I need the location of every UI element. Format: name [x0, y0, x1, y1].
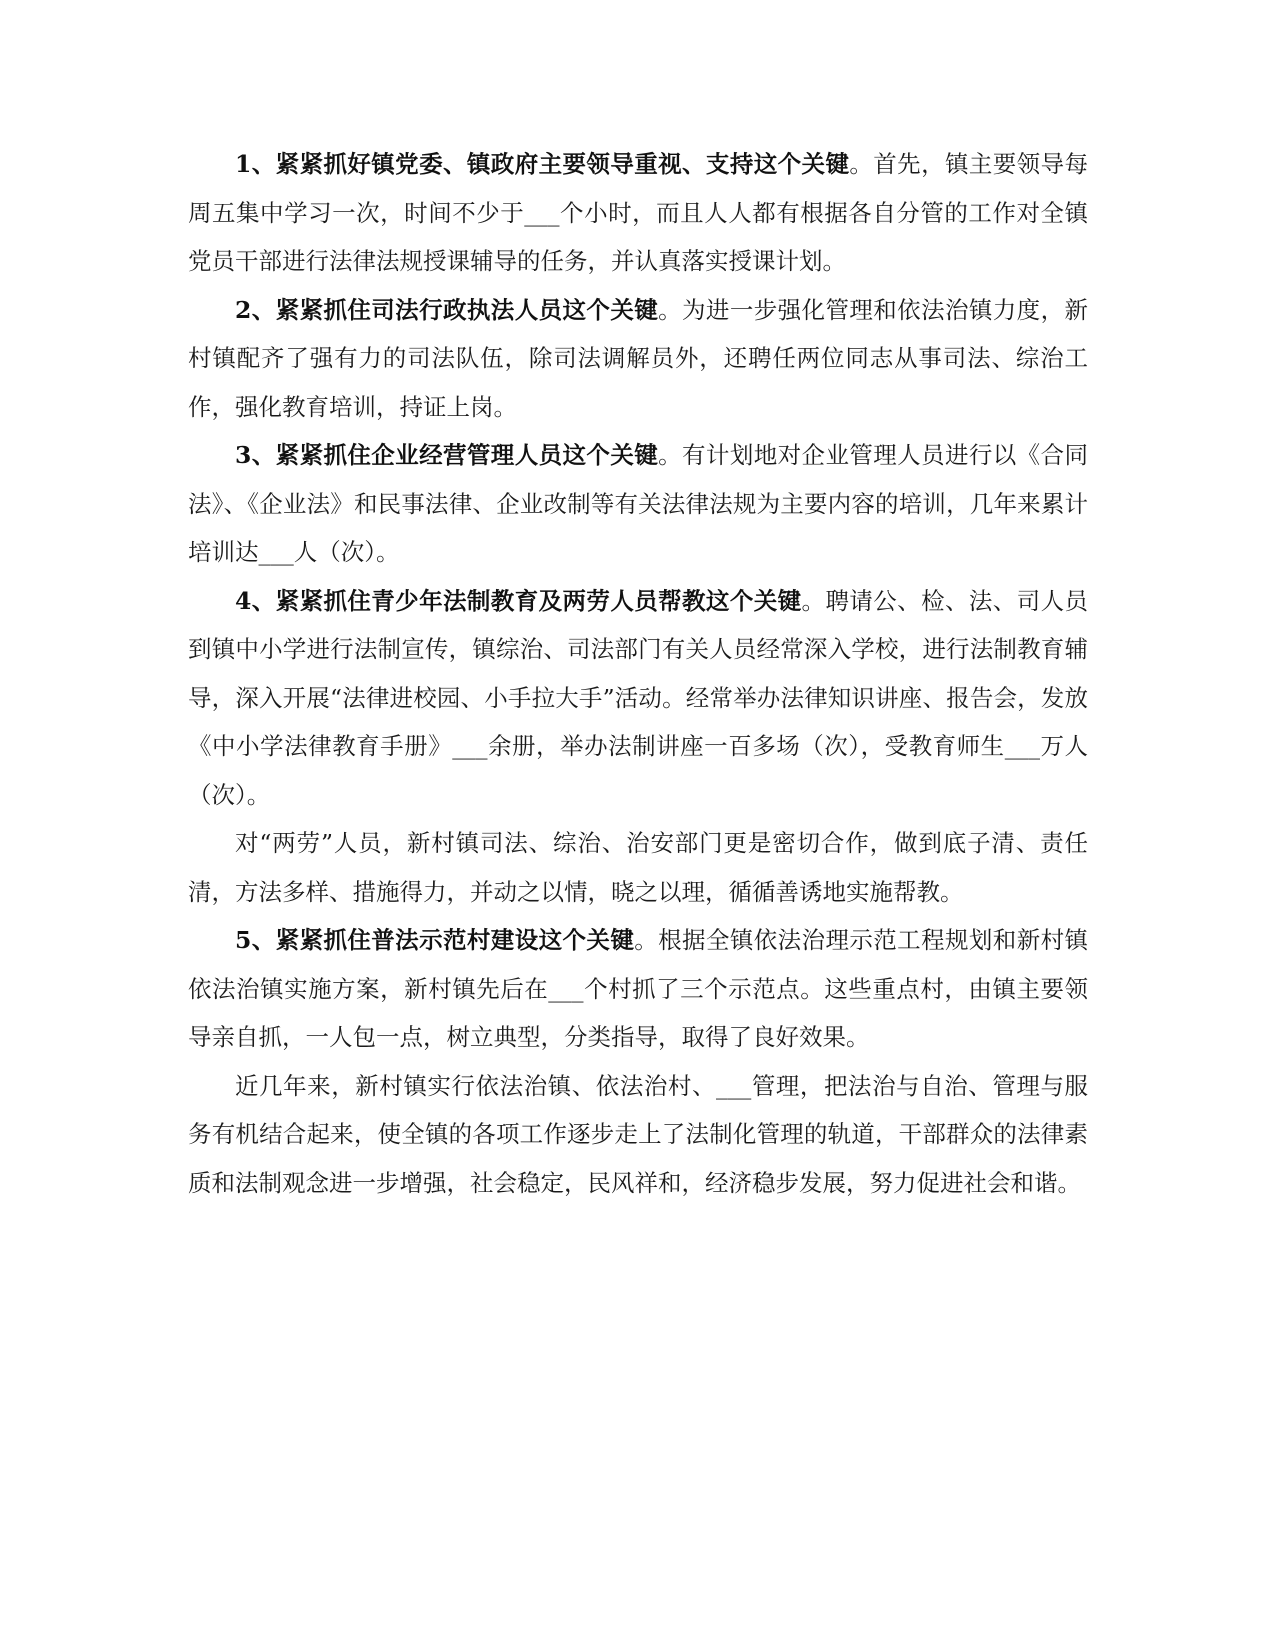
- paragraph-6-text: 。根据全镇依法治理示范工程规划和新村镇依法治镇实施方案，新村镇先后在___个村抓了三个示范点。这些重点村，由镇主要领导亲自抓，一人包一点，树立典型，分类指导，取得了良好效果。: [188, 926, 1089, 1051]
- paragraph-7-text: 近几年来，新村镇实行依法治镇、依法治村、___管理，把法治与自治、管理与服务有机结合起来，使全镇的各项工作逐步走上了法制化管理的轨道，干部群众的法律素质和法制观念进一步增强，社会稳定，民风祥和，经济稳步发展，努力促进社会和谐。: [188, 1071, 1088, 1197]
- paragraph-2-text: 。为进一步强化管理和依法治镇力度，新村镇配齐了强有力的司法队伍，除司法调解员外，还聘任两位同志从事司法、综治工作，强化教育培训，持证上岗。: [188, 295, 1088, 421]
- paragraph-5-text: 对“两劳”人员，新村镇司法、综治、治安部门更是密切合作，做到底子清、责任清，方法多样、措施得力，并动之以情，晓之以理，循循善诱地实施帮教。: [188, 829, 1088, 906]
- paragraph-4-lead: 4、紧紧抓住青少年法制教育及两劳人员帮教这个关键: [235, 586, 802, 615]
- paragraph-1-lead: 1、紧紧抓好镇党委、镇政府主要领导重视、支持这个关键: [235, 150, 850, 178]
- paragraph-1: [188, 140, 1088, 286]
- paragraph-2: [188, 286, 1088, 432]
- paragraph-7: [188, 1062, 1088, 1208]
- paragraph-2-lead: 2、紧紧抓住司法行政执法人员这个关键: [235, 295, 659, 324]
- paragraph-3-lead: 3、紧紧抓住企业经营管理人员这个关键: [235, 441, 659, 469]
- paragraph-6-lead: 5、紧紧抓住普法示范村建设这个关键: [235, 926, 635, 954]
- paragraph-4: [188, 577, 1088, 820]
- paragraph-5: [188, 819, 1088, 916]
- paragraph-1-text: 。首先，镇主要领导每周五集中学习一次，时间不少于___个小时，而且人人都有根据各自分管的工作对全镇党员干部进行法律法规授课辅导的任务，并认真落实授课计划。: [188, 150, 1088, 275]
- paragraph-3: [188, 431, 1088, 577]
- paragraph-3-text: 。有计划地对企业管理人员进行以《合同法》、《企业法》和民事法律、企业改制等有关法律法规为主要内容的培训，几年来累计培训达___人（次）。: [188, 441, 1088, 566]
- paragraph-6: [188, 916, 1088, 1062]
- document-body: [188, 140, 1088, 1207]
- paragraph-4-text: 。聘请公、检、法、司人员到镇中小学进行法制宣传，镇综治、司法部门有关人员经常深入学校，进行法制教育辅导，深入开展“法律进校园、小手拉大手”活动。经常举办法律知识讲座、报告会，发放《中小学法律教育手册》___余册，举办法制讲座一百多场（次），受教育师生___万人（次）。: [188, 586, 1088, 809]
